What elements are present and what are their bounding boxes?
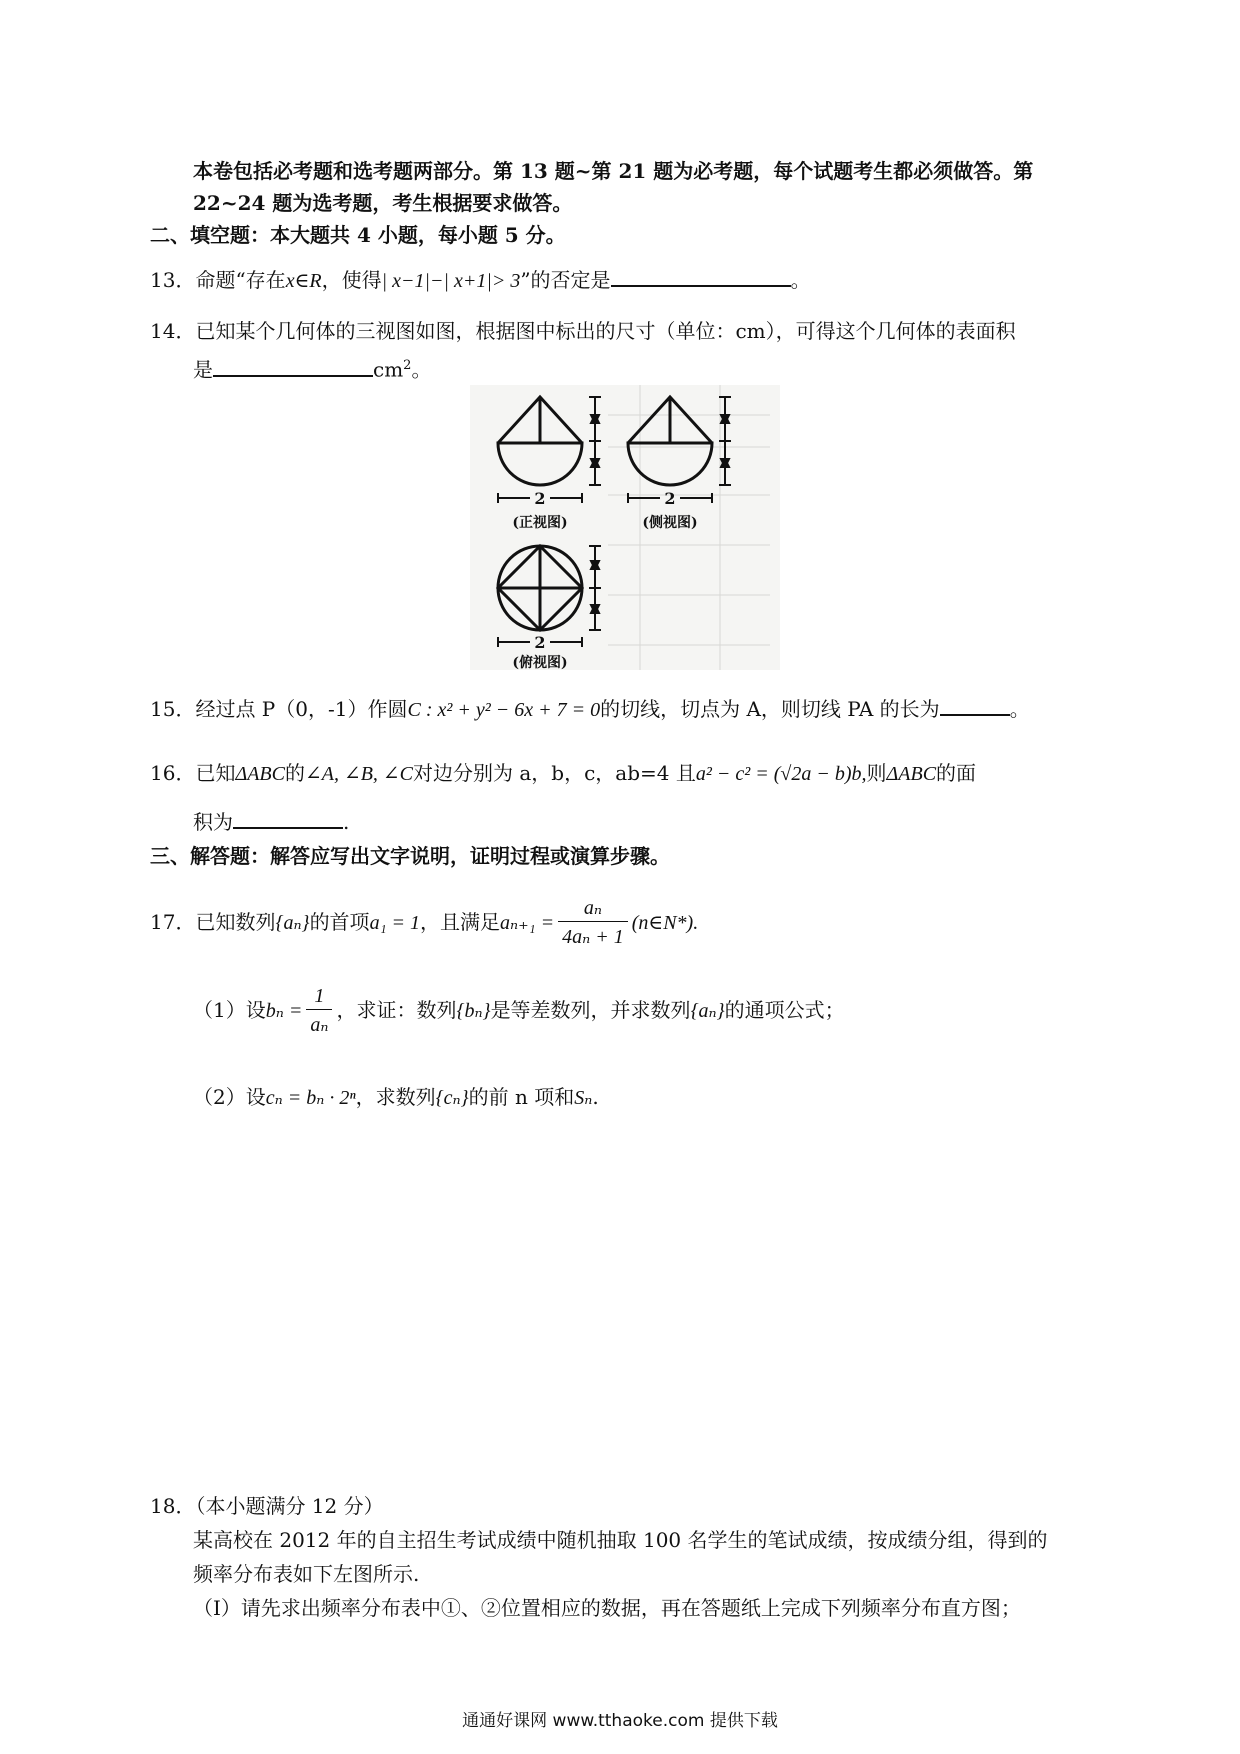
top-view — [498, 546, 582, 630]
q15-answer-blank[interactable] — [940, 696, 1010, 716]
q17-p1-frac-den: aₙ — [310, 1014, 329, 1036]
side-caption: (侧视图) — [642, 515, 698, 531]
q17-p1-math-b: {bₙ} — [456, 1000, 491, 1022]
q16-text-d: 则 — [866, 761, 887, 785]
question-18-line-4: （I）请先求出频率分布表中①、②位置相应的数据，再在答题纸上完成下列频率分布直方图； — [193, 1596, 1021, 1620]
q17-text-a: 已知数列 — [195, 910, 276, 934]
q16-line2-end: . — [343, 810, 350, 834]
q17-p1-text-a: ，求证：数列 — [336, 998, 457, 1022]
top-caption: (俯视图) — [512, 655, 568, 670]
q13-text-b: ，使得 — [321, 268, 382, 292]
q15-text-b: 的切线，切点为 A，则切线 PA 的长为 — [600, 697, 940, 721]
front-caption: (正视图) — [512, 515, 568, 531]
q17-math-d: (n∈N*). — [631, 912, 699, 934]
intro-line-1: 本卷包括必考题和选考题两部分。第 13 题~第 21 题为必考题，每个试题考生都必须做答。第 — [193, 159, 1034, 183]
q17-math-a: {aₙ} — [275, 912, 310, 934]
q17-p1-text-c: 的通项公式； — [724, 998, 845, 1022]
q17-p2-end: . — [592, 1085, 599, 1109]
q16-math-d: ΔABC — [886, 763, 937, 785]
three-view-figure — [470, 385, 780, 670]
q15-text-a: 经过点 P（0，-1）作圆 — [195, 697, 408, 721]
q17-fraction — [558, 895, 628, 952]
q17-p2-label: （2）设 — [193, 1085, 266, 1109]
q17-number: 17． — [150, 910, 196, 934]
question-18-line-2: 某高校在 2012 年的自主招生考试成绩中随机抽取 100 名学生的笔试成绩，按成绩分组，得到的 — [193, 1528, 1048, 1552]
question-15 — [150, 695, 1030, 724]
q13-math-b: | x−1|−| x+1|> 3 — [381, 270, 521, 292]
question-14-line-1 — [150, 317, 1016, 345]
q15-text-c: 。 — [1009, 697, 1030, 721]
q17-p2-math: cₙ = bₙ · 2ⁿ — [265, 1087, 356, 1109]
q17-p1-fraction — [306, 983, 332, 1040]
q16-text-b: 的 — [284, 761, 305, 785]
q16-math-b: ∠A, ∠B, ∠C — [304, 763, 414, 785]
question-13 — [150, 266, 811, 295]
q16-text-a: 已知 — [195, 761, 236, 785]
q17-p1-math-c: {aₙ} — [690, 1000, 725, 1022]
q16-number: 16． — [150, 761, 196, 785]
q14-unit-sup: 2 — [403, 358, 412, 373]
footer-credit: 通通好课网 www.tthaoke.com 提供下载 — [462, 1711, 778, 1731]
q16-answer-blank[interactable] — [233, 809, 343, 829]
q14-end: 。 — [411, 357, 432, 382]
q16-text-c: 对边分别为 a，b，c，ab=4 且 — [413, 761, 696, 785]
q13-text-c: ”的否定是 — [520, 268, 611, 292]
q17-p2-math-b: {cₙ} — [435, 1087, 469, 1109]
q16-text-e: 的面 — [936, 761, 977, 785]
section3-heading: 三、解答题：解答应写出文字说明，证明过程或演算步骤。 — [150, 844, 670, 868]
q14-number: 14． — [150, 319, 196, 343]
question-17-part-2 — [193, 1083, 599, 1112]
top-dim-label: 2 — [534, 633, 546, 652]
intro-line-2: 22~24 题为选考题，考生根据要求做答。 — [193, 191, 573, 215]
q13-answer-blank[interactable] — [611, 267, 791, 287]
q17-p1-text-b: 是等差数列，并求数列 — [490, 998, 691, 1022]
question-14-line-2 — [193, 352, 431, 384]
q13-text-d: 。 — [790, 268, 811, 292]
q17-p1-math: bₙ = — [265, 1000, 303, 1022]
q17-math-b: a₁ = 1 — [369, 912, 421, 934]
q13-math-a: x∈R — [285, 270, 322, 292]
q14-text: 已知某个几何体的三视图如图，根据图中标出的尺寸（单位：cm），可得这个几何体的表面积 — [195, 319, 1016, 343]
front-dim-label: 2 — [534, 489, 546, 508]
q17-frac-num: aₙ — [558, 895, 628, 922]
q14-text-a: 是 — [193, 357, 213, 382]
q17-p2-math-c: Sₙ — [574, 1087, 593, 1109]
section2-heading: 二、填空题：本大题共 4 小题，每小题 5 分。 — [150, 223, 566, 247]
question-18-line-3: 频率分布表如下左图所示. — [193, 1562, 420, 1586]
q17-p1-label: （1）设 — [193, 998, 266, 1022]
q14-unit: cm — [373, 357, 404, 382]
side-dim-label: 2 — [664, 489, 676, 508]
question-18-header: 18．（本小题满分 12 分） — [150, 1494, 384, 1518]
q14-answer-blank[interactable] — [213, 357, 373, 377]
q17-frac-den: 4aₙ + 1 — [562, 926, 624, 948]
q15-number: 15． — [150, 697, 196, 721]
q13-text-a: 命题“存在 — [195, 268, 286, 292]
q17-text-c: ，且满足 — [420, 910, 501, 934]
q13-number: 13． — [150, 268, 196, 292]
q15-math-a: C : x² + y² − 6x + 7 = 0 — [407, 699, 601, 721]
q16-math-c: a² − c² = (√2a − b)b, — [695, 763, 867, 785]
q17-p2-text-a: ，求数列 — [355, 1085, 436, 1109]
q16-math-a: ΔABC — [235, 763, 285, 785]
question-16-line-2 — [193, 808, 349, 836]
q17-p1-frac-num: 1 — [306, 983, 332, 1010]
q17-text-b: 的首项 — [309, 910, 370, 934]
q17-p2-text-b: 的前 n 项和 — [468, 1085, 575, 1109]
question-17 — [150, 892, 698, 953]
q17-math-c: aₙ₊₁ = — [500, 912, 555, 934]
question-17-part-1 — [193, 980, 845, 1041]
q16-line2-text: 积为 — [193, 810, 233, 834]
question-16-line-1 — [150, 759, 976, 788]
